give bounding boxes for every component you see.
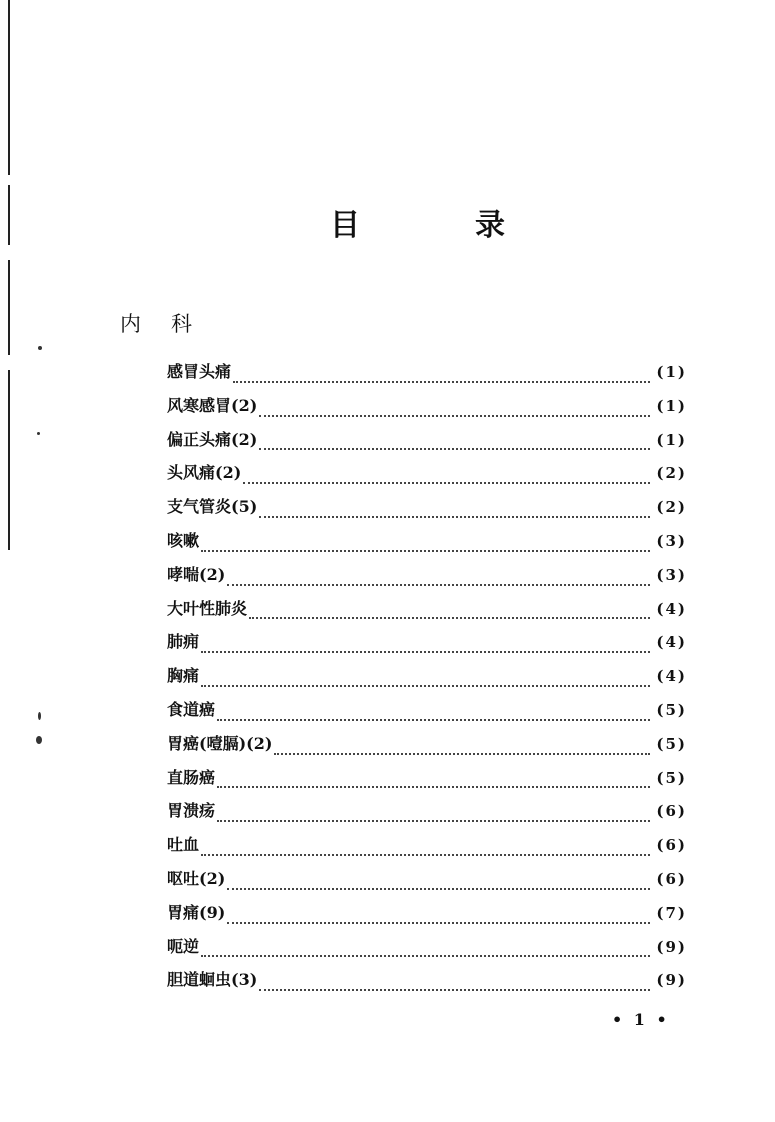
toc-dot-leader	[201, 550, 650, 552]
title-char-1: 目	[330, 208, 360, 243]
toc-entry-label: 食道癌	[167, 699, 216, 719]
toc-dot-leader	[217, 820, 650, 822]
toc-dot-leader	[217, 786, 650, 788]
toc-list	[167, 359, 687, 1001]
toc-entry-label: 胆道蛔虫(3)	[167, 970, 258, 990]
toc-dot-leader	[227, 922, 650, 924]
toc-dot-leader	[227, 888, 650, 890]
toc-entry-page: (4)	[656, 633, 687, 652]
toc-entry-page: (3)	[656, 565, 687, 584]
toc-entry-page: (5)	[656, 734, 687, 753]
toc-entry	[167, 427, 687, 461]
section-heading-char-1: 内	[120, 312, 141, 336]
toc-dot-leader	[259, 415, 650, 417]
toc-entry-label: 胃癌(噎膈)(2)	[167, 733, 273, 753]
scan-edge-line	[8, 370, 10, 550]
toc-dot-leader	[227, 584, 650, 586]
page-number: • 1 •	[612, 1010, 670, 1029]
toc-dot-leader	[201, 854, 650, 856]
toc-entry	[167, 866, 687, 900]
toc-dot-leader	[274, 753, 650, 755]
toc-entry-label: 胃溃疡	[167, 801, 216, 821]
toc-dot-leader	[201, 685, 650, 687]
toc-dot-leader	[249, 617, 650, 619]
toc-dot-leader	[201, 651, 650, 653]
toc-entry	[167, 798, 687, 832]
section-heading	[120, 308, 192, 338]
toc-entry-label: 哮喘(2)	[167, 564, 226, 584]
toc-entry-page: (7)	[656, 903, 687, 922]
toc-entry	[167, 900, 687, 934]
toc-entry-page: (2)	[656, 464, 687, 483]
toc-entry-label: 咳嗽	[167, 530, 200, 550]
toc-entry	[167, 697, 687, 731]
toc-entry	[167, 629, 687, 663]
scan-edge-line	[8, 0, 10, 175]
scan-speck	[36, 736, 42, 744]
toc-entry-label: 胃痛(9)	[167, 902, 226, 922]
toc-entry-label: 风寒感冒(2)	[167, 395, 258, 415]
toc-entry-label: 感冒头痛	[167, 362, 232, 381]
toc-entry-label: 偏正头痛(2)	[167, 429, 258, 449]
toc-dot-leader	[201, 955, 650, 957]
toc-entry	[167, 967, 687, 1001]
toc-entry-page: (1)	[656, 430, 687, 449]
toc-entry-label: 呃逆	[167, 936, 200, 956]
toc-entry-page: (6)	[656, 836, 687, 855]
scan-edge-line	[8, 185, 10, 245]
toc-dot-leader	[259, 448, 650, 450]
toc-entry-label: 头风痛(2)	[167, 463, 242, 483]
scan-speck	[37, 432, 40, 435]
toc-entry	[167, 393, 687, 427]
toc-entry-label: 支气管炎(5)	[167, 497, 258, 517]
toc-entry-label: 胸痛	[167, 666, 200, 686]
toc-dot-leader	[259, 989, 650, 991]
page-title	[330, 200, 505, 244]
toc-entry-label: 吐血	[167, 835, 200, 855]
scan-speck	[38, 346, 42, 350]
toc-entry	[167, 596, 687, 630]
toc-entry-page: (6)	[656, 802, 687, 821]
toc-dot-leader	[217, 719, 650, 721]
scan-speck	[38, 712, 41, 720]
toc-entry-page: (9)	[656, 971, 687, 990]
toc-entry-page: (4)	[656, 599, 687, 618]
toc-dot-leader	[233, 381, 650, 383]
toc-entry	[167, 359, 687, 393]
toc-entry	[167, 663, 687, 697]
toc-entry	[167, 832, 687, 866]
toc-entry-label: 大叶性肺炎	[167, 598, 248, 618]
section-heading-char-2: 科	[171, 312, 192, 336]
scan-edge-line	[8, 260, 10, 355]
toc-entry-page: (6)	[656, 869, 687, 888]
title-char-2: 录	[475, 208, 505, 243]
toc-entry-page: (1)	[656, 396, 687, 415]
toc-entry	[167, 562, 687, 596]
toc-entry-page: (3)	[656, 531, 687, 550]
toc-entry	[167, 494, 687, 528]
toc-entry-page: (1)	[656, 363, 687, 381]
toc-entry-page: (5)	[656, 768, 687, 787]
toc-entry	[167, 460, 687, 494]
toc-entry-page: (5)	[656, 700, 687, 719]
toc-entry-label: 呕吐(2)	[167, 868, 226, 888]
toc-entry	[167, 765, 687, 799]
toc-entry-label: 直肠癌	[167, 767, 216, 787]
toc-entry	[167, 934, 687, 968]
toc-entry	[167, 528, 687, 562]
toc-entry-page: (2)	[656, 498, 687, 517]
toc-entry-page: (4)	[656, 667, 687, 686]
toc-entry	[167, 731, 687, 765]
toc-entry-page: (9)	[656, 937, 687, 956]
toc-dot-leader	[259, 516, 650, 518]
toc-entry-label: 肺痈	[167, 632, 200, 652]
toc-dot-leader	[243, 482, 650, 484]
